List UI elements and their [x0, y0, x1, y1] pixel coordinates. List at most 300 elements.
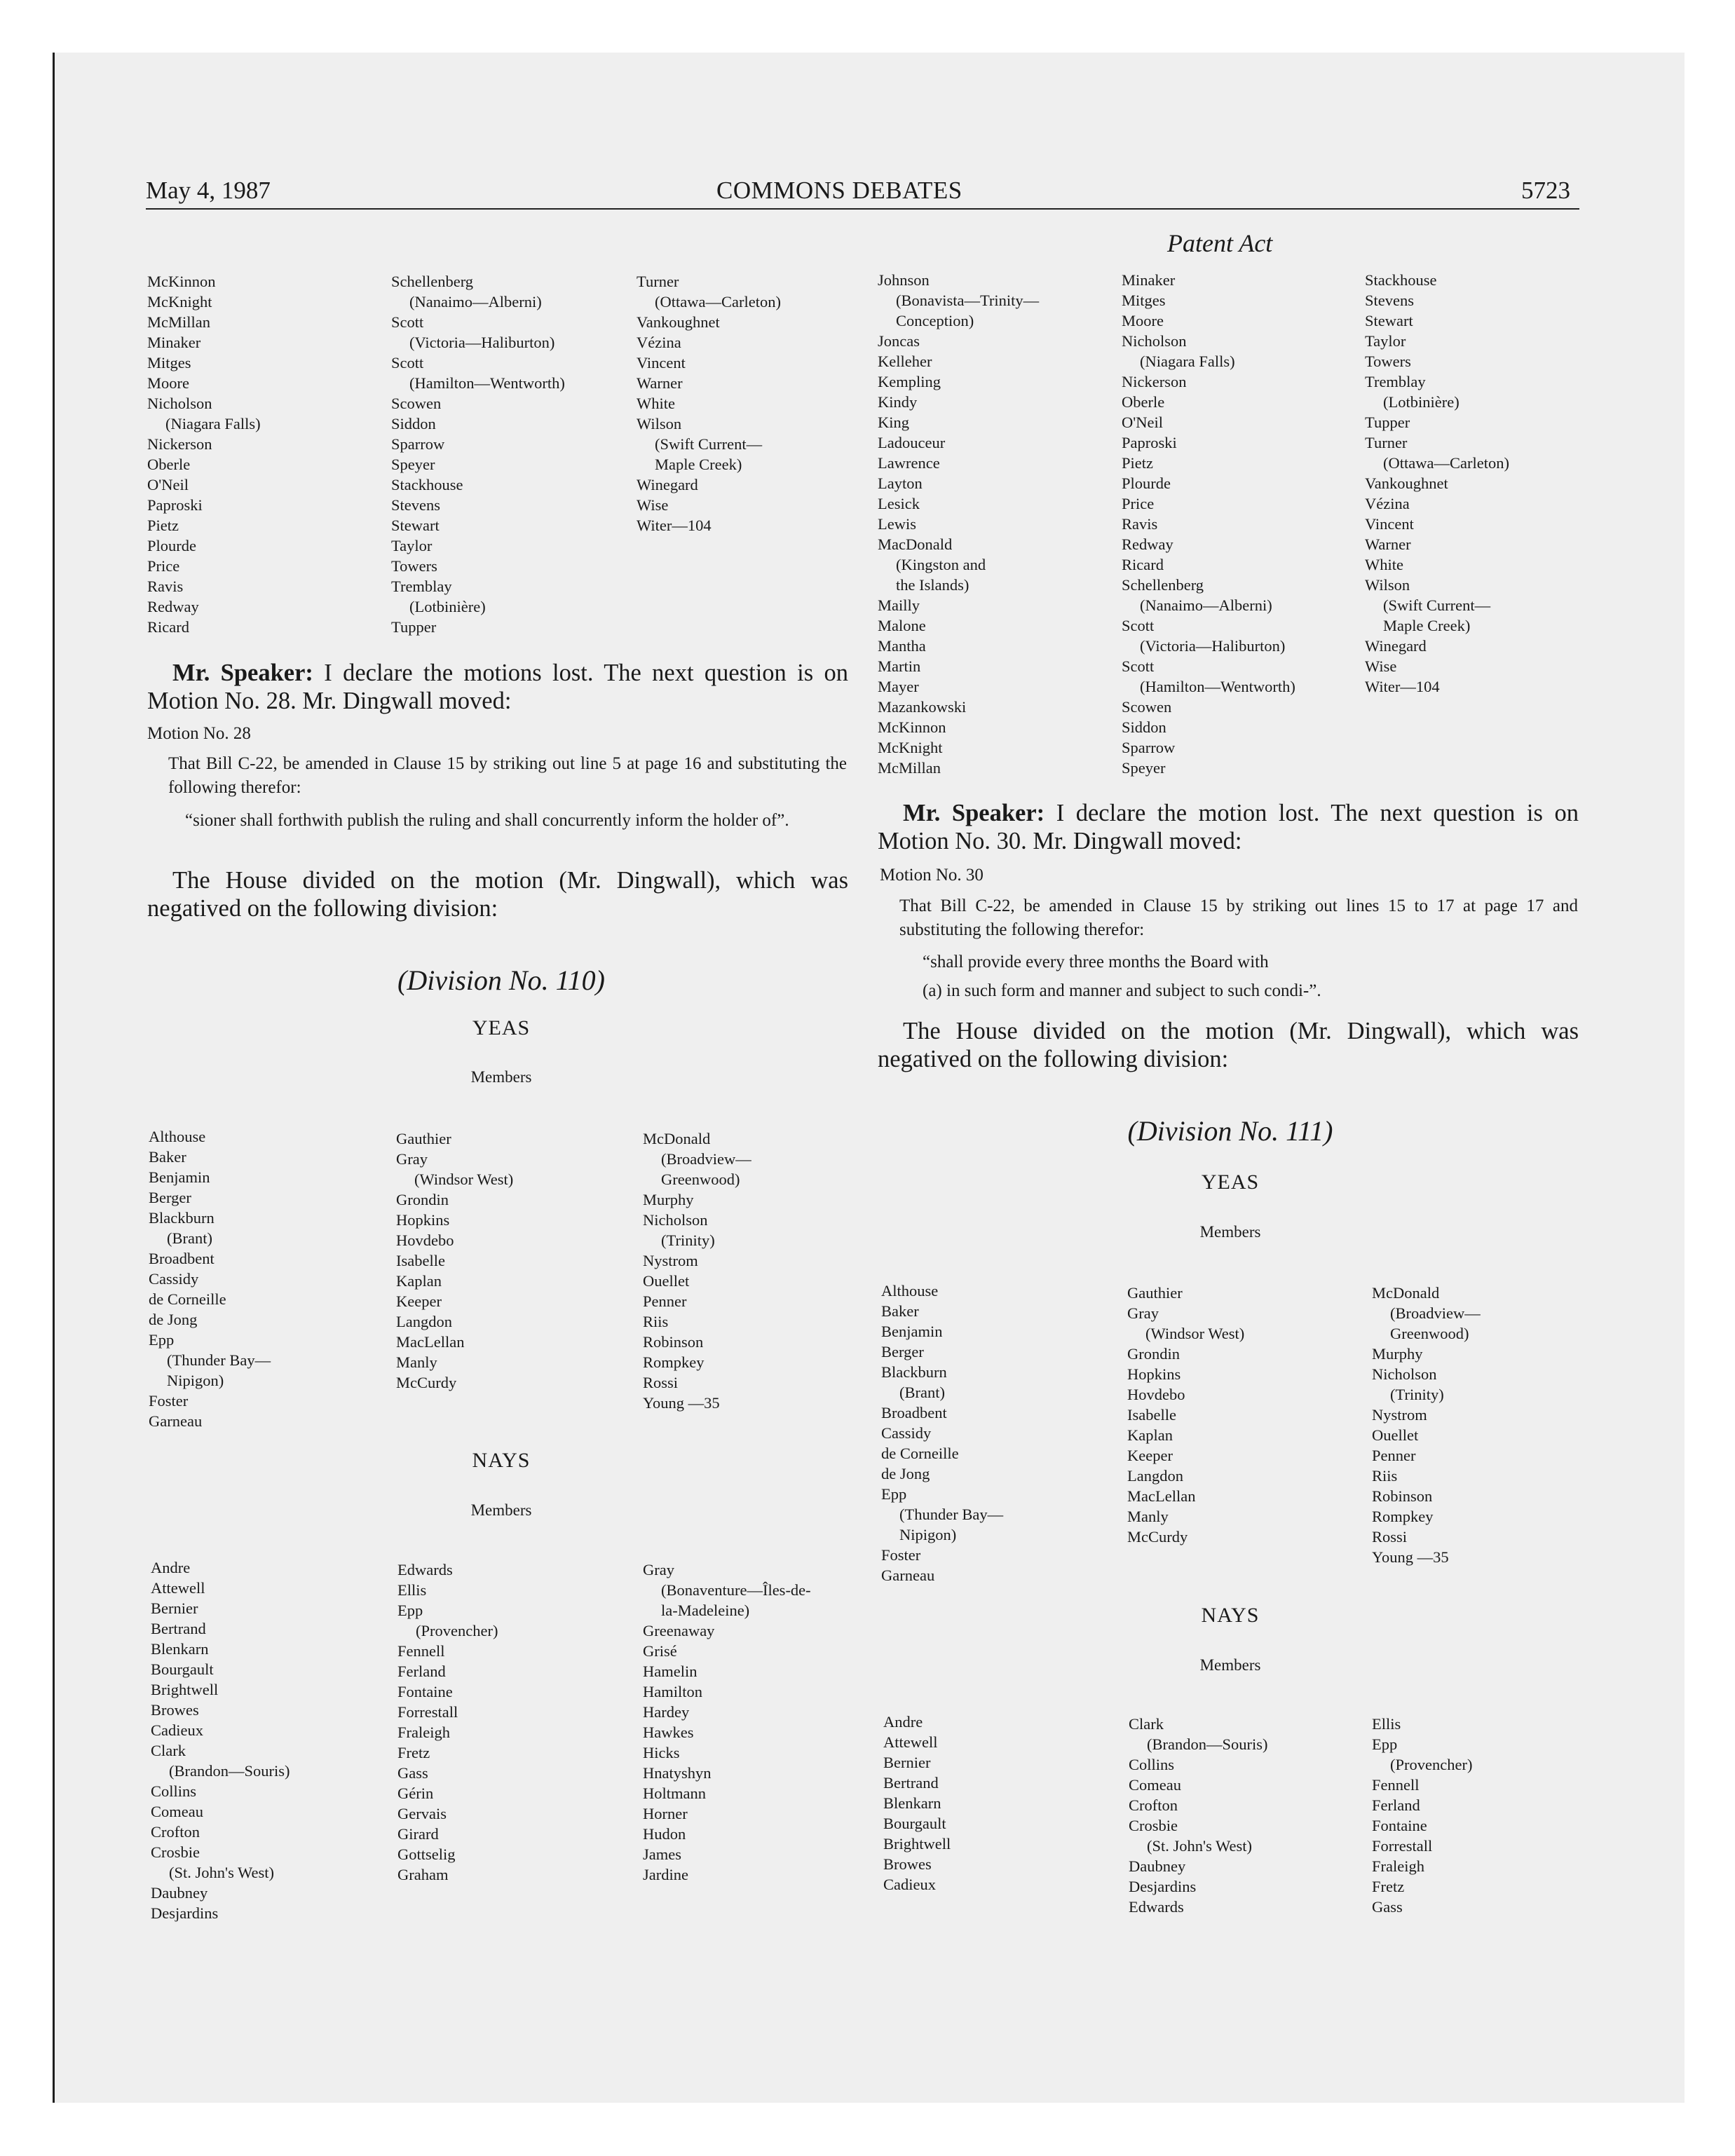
member-name: (Bonaventure—Îles-de-: [661, 1581, 811, 1599]
member-name: Wilson: [637, 415, 682, 432]
member-name: Grondin: [1127, 1345, 1180, 1363]
member-name: Berger: [149, 1189, 191, 1206]
member-name: Plourde: [147, 537, 196, 554]
member-name: Ellis: [1372, 1715, 1401, 1733]
member-name: de Corneille: [881, 1445, 959, 1462]
member-name: Minaker: [147, 334, 201, 351]
name-list: [883, 1712, 951, 1895]
member-name: Redway: [1122, 535, 1173, 553]
member-name: Fraleigh: [1372, 1857, 1424, 1875]
member-name: Penner: [1372, 1447, 1416, 1464]
member-name: Taylor: [1365, 332, 1406, 350]
members-heading: Members: [470, 1501, 532, 1519]
member-name: Speyer: [391, 456, 435, 473]
member-name: Isabelle: [396, 1252, 445, 1269]
division-text: The House divided on the motion (Mr. Dingwall), which was negatived on the following division:: [147, 867, 848, 922]
member-name: Scowen: [391, 395, 442, 412]
member-name: Scott: [391, 354, 424, 371]
yeas-heading: YEAS: [1201, 1171, 1260, 1194]
member-name: (Swift Current—: [1383, 596, 1491, 614]
member-name: Jardine: [643, 1866, 688, 1883]
member-name: Clark: [1129, 1715, 1164, 1733]
member-name: Cadieux: [883, 1876, 936, 1893]
member-name: Vézina: [1365, 495, 1410, 512]
member-name: Price: [147, 557, 180, 575]
member-name: Bourgault: [883, 1815, 946, 1832]
member-name: Foster: [149, 1392, 189, 1410]
member-name: Baker: [149, 1148, 186, 1166]
member-name: Tupper: [391, 618, 437, 636]
member-name: Cassidy: [149, 1270, 199, 1288]
member-name: (Provencher): [1390, 1756, 1473, 1773]
member-name: Manly: [396, 1353, 437, 1371]
name-list: [878, 270, 1039, 778]
speaker-label: Mr. Speaker:: [903, 800, 1045, 826]
member-name: de Jong: [149, 1311, 198, 1328]
member-name: McKnight: [878, 739, 943, 756]
member-name: Nicholson: [147, 395, 212, 412]
member-name: Martin: [878, 657, 921, 675]
name-list: [397, 1560, 498, 1885]
member-name: Scott: [391, 313, 424, 331]
member-name: (Lotbinière): [409, 598, 486, 615]
motion-number: Motion No. 30: [880, 866, 984, 885]
member-name: (Ottawa—Carleton): [655, 293, 781, 311]
member-name: Young —35: [643, 1394, 720, 1412]
member-name: Nipigon): [899, 1526, 957, 1543]
member-name: Bertrand: [151, 1620, 206, 1637]
member-name: King: [878, 414, 909, 431]
member-name: Maple Creek): [655, 456, 742, 473]
member-name: Isabelle: [1127, 1406, 1176, 1424]
member-name: Malone: [878, 617, 926, 634]
member-name: Crosbie: [151, 1843, 200, 1861]
name-list: [1365, 270, 1509, 697]
member-name: Hamelin: [643, 1663, 698, 1680]
member-name: Stevens: [1365, 292, 1414, 309]
member-name: Vincent: [1365, 515, 1414, 533]
member-name: Rossi: [643, 1374, 679, 1391]
section-subhead: Patent Act: [1167, 229, 1273, 257]
member-name: Layton: [878, 475, 923, 492]
member-name: Siddon: [1122, 718, 1166, 736]
motion-number: Motion No. 28: [147, 724, 251, 743]
member-name: Forrestall: [397, 1703, 458, 1721]
member-name: Keeper: [396, 1292, 442, 1310]
yeas-heading: YEAS: [472, 1016, 531, 1039]
member-name: (Brandon—Souris): [1147, 1735, 1268, 1753]
member-name: Lewis: [878, 515, 916, 533]
member-name: Bernier: [151, 1599, 198, 1617]
member-name: Gottselig: [397, 1845, 456, 1863]
member-name: Lesick: [878, 495, 920, 512]
member-name: (Windsor West): [1145, 1325, 1245, 1342]
member-name: Rossi: [1372, 1528, 1408, 1546]
member-name: Desjardins: [151, 1904, 219, 1922]
member-name: Langdon: [1127, 1467, 1183, 1485]
member-name: Gass: [1372, 1898, 1403, 1916]
member-name: Edwards: [397, 1561, 453, 1578]
division-text: The House divided on the motion (Mr. Dingwall), which was negatived on the following division:: [878, 1018, 1579, 1072]
member-name: Wise: [1365, 657, 1397, 675]
member-name: Price: [1122, 495, 1155, 512]
member-name: Winegard: [637, 476, 698, 493]
member-name: de Jong: [881, 1465, 930, 1482]
member-name: Blackburn: [149, 1209, 215, 1227]
member-name: White: [637, 395, 675, 412]
member-name: Riis: [1372, 1467, 1398, 1485]
member-name: Gauthier: [396, 1130, 451, 1147]
member-name: Hovdebo: [396, 1231, 454, 1249]
member-name: Penner: [643, 1292, 687, 1310]
member-name: Towers: [1365, 353, 1411, 370]
member-name: Andre: [151, 1559, 191, 1576]
member-name: Nystrom: [643, 1252, 698, 1269]
member-name: Desjardins: [1129, 1878, 1197, 1895]
member-name: Tremblay: [391, 578, 452, 595]
header-rule: [146, 208, 1579, 210]
member-name: Mitges: [147, 354, 191, 371]
member-name: Baker: [881, 1302, 919, 1320]
member-name: Kelleher: [878, 353, 932, 370]
member-name: Keeper: [1127, 1447, 1173, 1464]
member-name: Althouse: [149, 1128, 206, 1145]
member-name: Robinson: [643, 1333, 704, 1351]
member-name: Warner: [637, 374, 683, 392]
member-name: Crofton: [151, 1823, 200, 1841]
member-name: McMillan: [878, 759, 941, 777]
member-name: Siddon: [391, 415, 436, 432]
member-name: Nicholson: [643, 1211, 708, 1229]
member-name: Scowen: [1122, 698, 1172, 716]
member-name: Hardey: [643, 1703, 690, 1721]
member-name: Hicks: [643, 1744, 680, 1761]
member-name: Ravis: [1122, 515, 1158, 533]
member-name: MacLellan: [1127, 1487, 1196, 1505]
member-name: Bernier: [883, 1754, 931, 1771]
member-name: Benjamin: [149, 1168, 210, 1186]
member-name: (Thunder Bay—: [899, 1506, 1004, 1523]
name-list: [147, 271, 261, 637]
member-name: (Nanaimo—Alberni): [1140, 596, 1272, 614]
member-name: Greenaway: [643, 1622, 715, 1639]
nays-heading: NAYS: [1201, 1604, 1260, 1627]
header-page-number: 5723: [1521, 177, 1570, 204]
member-name: Ricard: [147, 618, 189, 636]
member-name: Ladouceur: [878, 434, 946, 451]
member-name: Browes: [151, 1701, 199, 1719]
member-name: (Ottawa—Carleton): [1383, 454, 1509, 472]
member-name: Cadieux: [151, 1721, 203, 1739]
member-name: Wilson: [1365, 576, 1410, 594]
member-name: Redway: [147, 598, 199, 615]
member-name: Rompkey: [1372, 1508, 1434, 1525]
members-heading: Members: [1199, 1656, 1261, 1674]
member-name: Vézina: [637, 334, 681, 351]
member-name: Mayer: [878, 678, 919, 695]
member-name: Tremblay: [1365, 373, 1426, 390]
member-name: Benjamin: [881, 1323, 943, 1340]
member-name: Hovdebo: [1127, 1386, 1185, 1403]
member-name: Stewart: [391, 517, 440, 534]
name-list: [1129, 1714, 1268, 1917]
member-name: Gray: [396, 1150, 428, 1168]
name-list: [1372, 1283, 1481, 1567]
members-heading: Members: [1199, 1223, 1261, 1241]
member-name: Greenwood): [1390, 1325, 1469, 1342]
member-name: Broadbent: [881, 1404, 947, 1421]
member-name: (Provencher): [416, 1622, 498, 1639]
member-name: Browes: [883, 1855, 932, 1873]
member-name: Collins: [151, 1782, 197, 1800]
member-name: (Bonavista—Trinity—: [896, 292, 1040, 309]
member-name: Greenwood): [661, 1171, 740, 1188]
motion-text: That Bill C-22, be amended in Clause 15 by striking out lines 15 to 17 at page 17 and substituting the following therefor:: [899, 896, 1578, 939]
speaker-text: I declare the motion lost. The next question is on Motion No. 30. Mr. Dingwall moved:: [878, 800, 1579, 854]
member-name: Epp: [149, 1331, 175, 1349]
member-name: Foster: [881, 1546, 921, 1564]
member-name: Ferland: [1372, 1796, 1420, 1814]
member-name: McDonald: [643, 1130, 711, 1147]
member-name: Ellis: [397, 1581, 427, 1599]
member-name: (Broadview—: [1390, 1304, 1481, 1322]
name-list: [643, 1128, 751, 1413]
member-name: Cassidy: [881, 1424, 932, 1442]
member-name: Mantha: [878, 637, 926, 655]
member-name: Pietz: [147, 517, 179, 534]
member-name: (Nanaimo—Alberni): [409, 293, 542, 311]
member-name: McKnight: [147, 293, 212, 311]
member-name: (Kingston and: [896, 556, 986, 573]
member-name: Clark: [151, 1742, 186, 1759]
member-name: Kindy: [878, 393, 918, 411]
member-name: Andre: [883, 1713, 923, 1731]
member-name: Ouellet: [1372, 1426, 1419, 1444]
member-name: Pietz: [1122, 454, 1153, 472]
name-list: [151, 1557, 290, 1923]
nays-heading: NAYS: [472, 1449, 531, 1472]
member-name: Edwards: [1129, 1898, 1184, 1916]
member-name: Hudon: [643, 1825, 686, 1843]
member-name: Collins: [1129, 1756, 1175, 1773]
motion-quote: (a) in such form and manner and subject to such condi-”.: [923, 981, 1321, 1000]
member-name: Vankoughnet: [637, 313, 720, 331]
member-name: Speyer: [1122, 759, 1166, 777]
member-name: Turner: [1365, 434, 1408, 451]
member-name: Garneau: [881, 1567, 935, 1584]
member-name: (Thunder Bay—: [167, 1351, 271, 1369]
member-name: Witer—104: [637, 517, 712, 534]
member-name: (Victoria—Haliburton): [409, 334, 555, 351]
member-name: McKinnon: [147, 273, 216, 290]
member-name: White: [1365, 556, 1403, 573]
member-name: (Swift Current—: [655, 435, 763, 453]
member-name: Scott: [1122, 657, 1155, 675]
member-name: Brightwell: [883, 1835, 951, 1853]
member-name: (Lotbinière): [1383, 393, 1460, 411]
member-name: Sparrow: [1122, 739, 1176, 756]
member-name: Lawrence: [878, 454, 940, 472]
motion-quote: “sioner shall forthwith publish the ruling and shall concurrently inform the holder of”.: [185, 811, 789, 830]
member-name: Plourde: [1122, 475, 1171, 492]
member-name: Turner: [637, 273, 679, 290]
member-name: Fontaine: [397, 1683, 453, 1700]
member-name: Grisé: [643, 1642, 677, 1660]
member-name: Paproski: [147, 496, 203, 514]
member-name: Bertrand: [883, 1774, 939, 1792]
member-name: Epp: [881, 1485, 907, 1503]
member-name: Blenkarn: [883, 1794, 941, 1812]
name-list: [1122, 270, 1295, 778]
member-name: Moore: [1122, 312, 1164, 329]
member-name: de Corneille: [149, 1290, 226, 1308]
member-name: Horner: [643, 1805, 688, 1822]
member-name: Moore: [147, 374, 189, 392]
member-name: Gauthier: [1127, 1284, 1183, 1302]
member-name: Daubney: [151, 1884, 208, 1902]
member-name: Stackhouse: [391, 476, 463, 493]
member-name: (Niagara Falls): [165, 415, 261, 432]
member-name: Comeau: [1129, 1776, 1181, 1794]
member-name: Grondin: [396, 1191, 449, 1208]
member-name: Fennell: [397, 1642, 445, 1660]
member-name: (Broadview—: [661, 1150, 751, 1168]
member-name: Broadbent: [149, 1250, 215, 1267]
member-name: Schellenberg: [1122, 576, 1204, 594]
member-name: Hamilton: [643, 1683, 702, 1700]
member-name: Mazankowski: [878, 698, 967, 716]
member-name: Althouse: [881, 1282, 939, 1299]
motion-text: That Bill C-22, be amended in Clause 15 by striking out line 5 at page 16 and substituting the following therefor:: [168, 754, 847, 797]
member-name: Murphy: [1372, 1345, 1423, 1363]
member-name: Hopkins: [396, 1211, 450, 1229]
member-name: (St. John's West): [1147, 1837, 1252, 1855]
member-name: Vincent: [637, 354, 686, 371]
member-name: Minaker: [1122, 271, 1176, 289]
member-name: Gervais: [397, 1805, 447, 1822]
member-name: O'Neil: [1122, 414, 1164, 431]
member-name: la-Madeleine): [661, 1602, 750, 1619]
member-name: Attewell: [151, 1579, 205, 1597]
member-name: Paproski: [1122, 434, 1177, 451]
member-name: Forrestall: [1372, 1837, 1433, 1855]
member-name: Mitges: [1122, 292, 1166, 309]
member-name: Young —35: [1372, 1548, 1449, 1566]
member-name: Langdon: [396, 1313, 452, 1330]
name-list: [637, 271, 781, 535]
member-name: Joncas: [878, 332, 920, 350]
member-name: Garneau: [149, 1412, 203, 1430]
member-name: Nickerson: [147, 435, 212, 453]
member-name: Epp: [1372, 1735, 1398, 1753]
member-name: McCurdy: [1127, 1528, 1188, 1546]
member-name: Ouellet: [643, 1272, 690, 1290]
division-paragraph: [878, 1017, 1579, 1073]
name-list: [149, 1126, 271, 1431]
member-name: (Niagara Falls): [1140, 353, 1235, 370]
member-name: Girard: [397, 1825, 439, 1843]
member-name: Maple Creek): [1383, 617, 1471, 634]
member-name: (Brant): [167, 1229, 212, 1247]
member-name: (Victoria—Haliburton): [1140, 637, 1286, 655]
member-name: Epp: [397, 1602, 423, 1619]
name-list: [396, 1128, 513, 1393]
member-name: Vankoughnet: [1365, 475, 1448, 492]
member-name: (Windsor West): [414, 1171, 514, 1188]
member-name: McKinnon: [878, 718, 946, 736]
member-name: Nystrom: [1372, 1406, 1427, 1424]
member-name: Hopkins: [1127, 1365, 1181, 1383]
member-name: Warner: [1365, 535, 1411, 553]
member-name: Attewell: [883, 1733, 938, 1751]
member-name: Comeau: [151, 1803, 203, 1820]
member-name: Johnson: [878, 271, 930, 289]
member-name: Nickerson: [1122, 373, 1187, 390]
member-name: Riis: [643, 1313, 669, 1330]
division-title: (Division No. 111): [1127, 1115, 1333, 1147]
name-list: [391, 271, 565, 637]
member-name: Brightwell: [151, 1681, 219, 1698]
member-name: Conception): [896, 312, 974, 329]
member-name: Hnatyshyn: [643, 1764, 712, 1782]
member-name: Stevens: [391, 496, 440, 514]
member-name: Crofton: [1129, 1796, 1178, 1814]
member-name: Blackburn: [881, 1363, 947, 1381]
member-name: McDonald: [1372, 1284, 1440, 1302]
member-name: (Hamilton—Wentworth): [409, 374, 565, 392]
member-name: McCurdy: [396, 1374, 457, 1391]
division-paragraph: [147, 866, 848, 922]
member-name: Taylor: [391, 537, 433, 554]
member-name: Scott: [1122, 617, 1155, 634]
member-name: Murphy: [643, 1191, 694, 1208]
name-list: [1127, 1283, 1244, 1547]
member-name: Kempling: [878, 373, 941, 390]
member-name: Ravis: [147, 578, 184, 595]
member-name: Wise: [637, 496, 669, 514]
member-name: Gray: [1127, 1304, 1159, 1322]
member-name: Rompkey: [643, 1353, 705, 1371]
member-name: Fretz: [1372, 1878, 1405, 1895]
division-title: (Division No. 110): [397, 964, 605, 996]
member-name: Robinson: [1372, 1487, 1433, 1505]
member-name: Blenkarn: [151, 1640, 209, 1658]
speaker-paragraph: [878, 799, 1579, 855]
member-name: Fraleigh: [397, 1724, 450, 1741]
name-list: [1372, 1714, 1472, 1917]
member-name: Nicholson: [1372, 1365, 1437, 1383]
member-name: Crosbie: [1129, 1817, 1178, 1834]
member-name: Manly: [1127, 1508, 1169, 1525]
member-name: Winegard: [1365, 637, 1427, 655]
member-name: (Hamilton—Wentworth): [1140, 678, 1295, 695]
member-name: Oberle: [147, 456, 191, 473]
speaker-paragraph: [147, 659, 848, 715]
member-name: McMillan: [147, 313, 210, 331]
header-date: May 4, 1987: [146, 177, 271, 204]
member-name: (Brant): [899, 1384, 945, 1401]
member-name: Berger: [881, 1343, 924, 1360]
member-name: Gray: [643, 1561, 674, 1578]
motion-quote: “shall provide every three months the Board with: [923, 953, 1269, 971]
member-name: James: [643, 1845, 681, 1863]
member-name: Fretz: [397, 1744, 430, 1761]
member-name: MacLellan: [396, 1333, 465, 1351]
member-name: Ferland: [397, 1663, 446, 1680]
member-name: Fennell: [1372, 1776, 1420, 1794]
member-name: Oberle: [1122, 393, 1165, 411]
member-name: Fontaine: [1372, 1817, 1427, 1834]
